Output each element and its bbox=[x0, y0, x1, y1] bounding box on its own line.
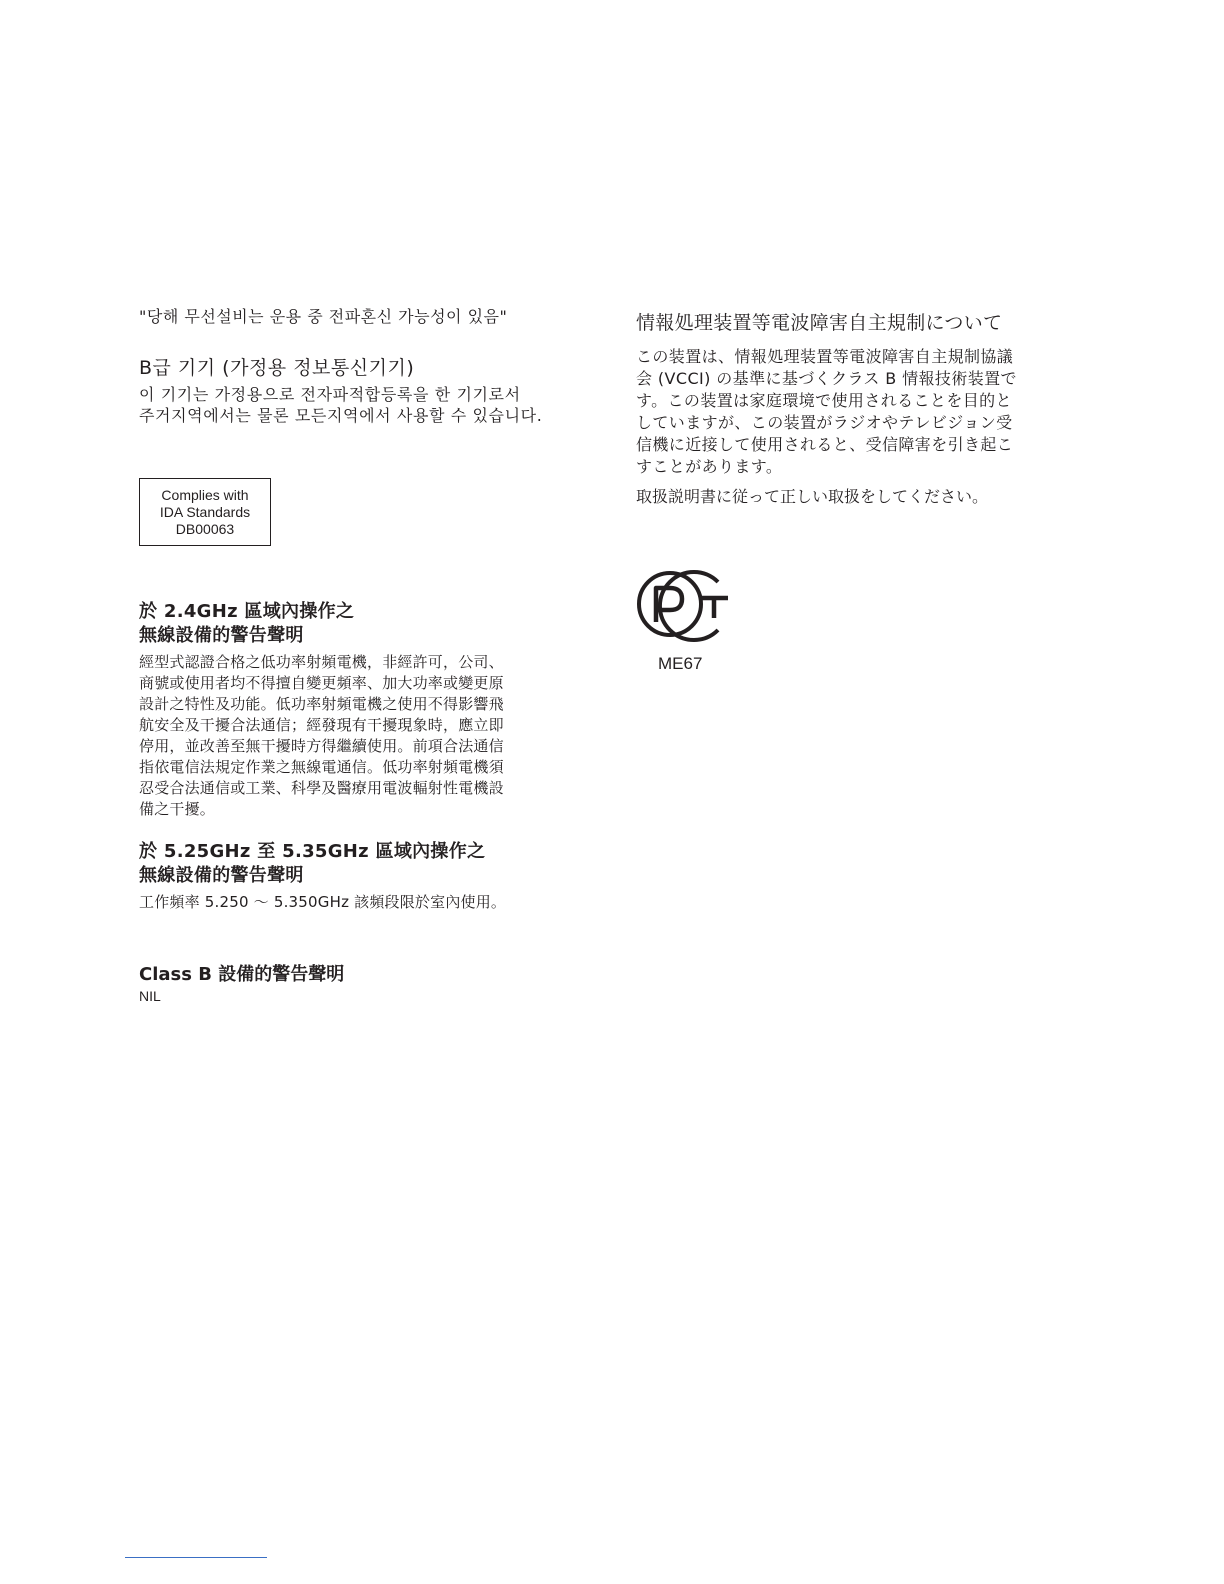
taiwan-heading-line: 無線設備的警告聲明 bbox=[139, 625, 304, 646]
japanese-heading: 情報処理装置等電波障害自主規制について bbox=[636, 312, 1003, 334]
ida-line: IDA Standards bbox=[159, 503, 251, 520]
ida-compliance-box bbox=[139, 478, 271, 546]
taiwan-body-line: 備之干擾。 bbox=[139, 800, 216, 818]
korean-heading: B급 기기 (가정용 정보통신기기) bbox=[139, 357, 415, 379]
japanese-body-line: この装置は、情報処理装置等電波障害自主規制協議 bbox=[636, 347, 1014, 366]
footer-rule bbox=[125, 1557, 267, 1558]
japanese-instruction: 取扱説明書に従って正しい取扱をしてください。 bbox=[636, 487, 989, 506]
taiwan-body-line: 設計之特性及功能。低功率射頻電機之使用不得影響飛 bbox=[139, 695, 504, 713]
taiwan-body-line: 航安全及干擾合法通信；經發現有干擾現象時，應立即 bbox=[139, 716, 504, 734]
taiwan-body-line: 商號或使用者均不得擅自變更頻率、加大功率或變更原 bbox=[139, 674, 504, 692]
ida-line: Complies with bbox=[161, 486, 249, 503]
taiwan-body-line: 指依電信法規定作業之無線電通信。低功率射頻電機須 bbox=[139, 758, 504, 776]
japanese-body-line: すことがあります。 bbox=[636, 457, 783, 476]
taiwan-body-line: 經型式認證合格之低功率射頻電機，非經許可，公司、 bbox=[139, 653, 504, 671]
taiwan-body-line: 忍受合法通信或工業、科學及醫療用電波輻射性電機設 bbox=[139, 779, 504, 797]
left-column bbox=[139, 306, 579, 1005]
class-b-heading: Class B 設備的警告聲明 bbox=[139, 964, 345, 985]
korean-body-line: 주거지역에서는 물론 모든지역에서 사용할 수 있습니다. bbox=[139, 406, 543, 425]
japanese-body-line: す。この装置は家庭環境で使用されることを目的と bbox=[636, 391, 1012, 410]
ida-line: DB00063 bbox=[175, 520, 235, 537]
pct-mark-block bbox=[636, 568, 736, 674]
taiwan-section-5ghz bbox=[139, 840, 579, 913]
taiwan-heading-line: 於 5.25GHz 至 5.35GHz 區域內操作之 bbox=[139, 841, 486, 862]
japanese-body-line: 信機に近接して使用されると、受信障害を引き起こ bbox=[636, 435, 1014, 454]
japanese-body bbox=[636, 346, 1056, 478]
taiwan-5ghz-body: 工作頻率 5.250 ～ 5.350GHz 該頻段限於室內使用。 bbox=[139, 893, 507, 911]
taiwan-heading-line: 無線設備的警告聲明 bbox=[139, 865, 304, 886]
korean-notice: "당해 무선설비는 운용 중 전파혼신 가능성이 있음" bbox=[139, 307, 508, 326]
taiwan-body bbox=[139, 652, 579, 820]
taiwan-section-24ghz bbox=[139, 600, 579, 820]
pct-code: ME67 bbox=[658, 654, 703, 673]
japanese-body-line: 会 (VCCI) の基準に基づくクラス B 情報技術装置で bbox=[636, 369, 1017, 388]
korean-body-line: 이 기기는 가정용으로 전자파적합등록을 한 기기로서 bbox=[139, 385, 521, 404]
japanese-body-line: していますが、この装置がラジオやテレビジョン受 bbox=[636, 413, 1013, 432]
taiwan-body-line: 停用，並改善至無干擾時方得繼續使用。前項合法通信 bbox=[139, 737, 504, 755]
class-b-value: NIL bbox=[139, 988, 161, 1004]
pct-certification-logo bbox=[636, 568, 732, 644]
taiwan-heading-line: 於 2.4GHz 區域內操作之 bbox=[139, 601, 355, 622]
right-column bbox=[636, 310, 1056, 674]
